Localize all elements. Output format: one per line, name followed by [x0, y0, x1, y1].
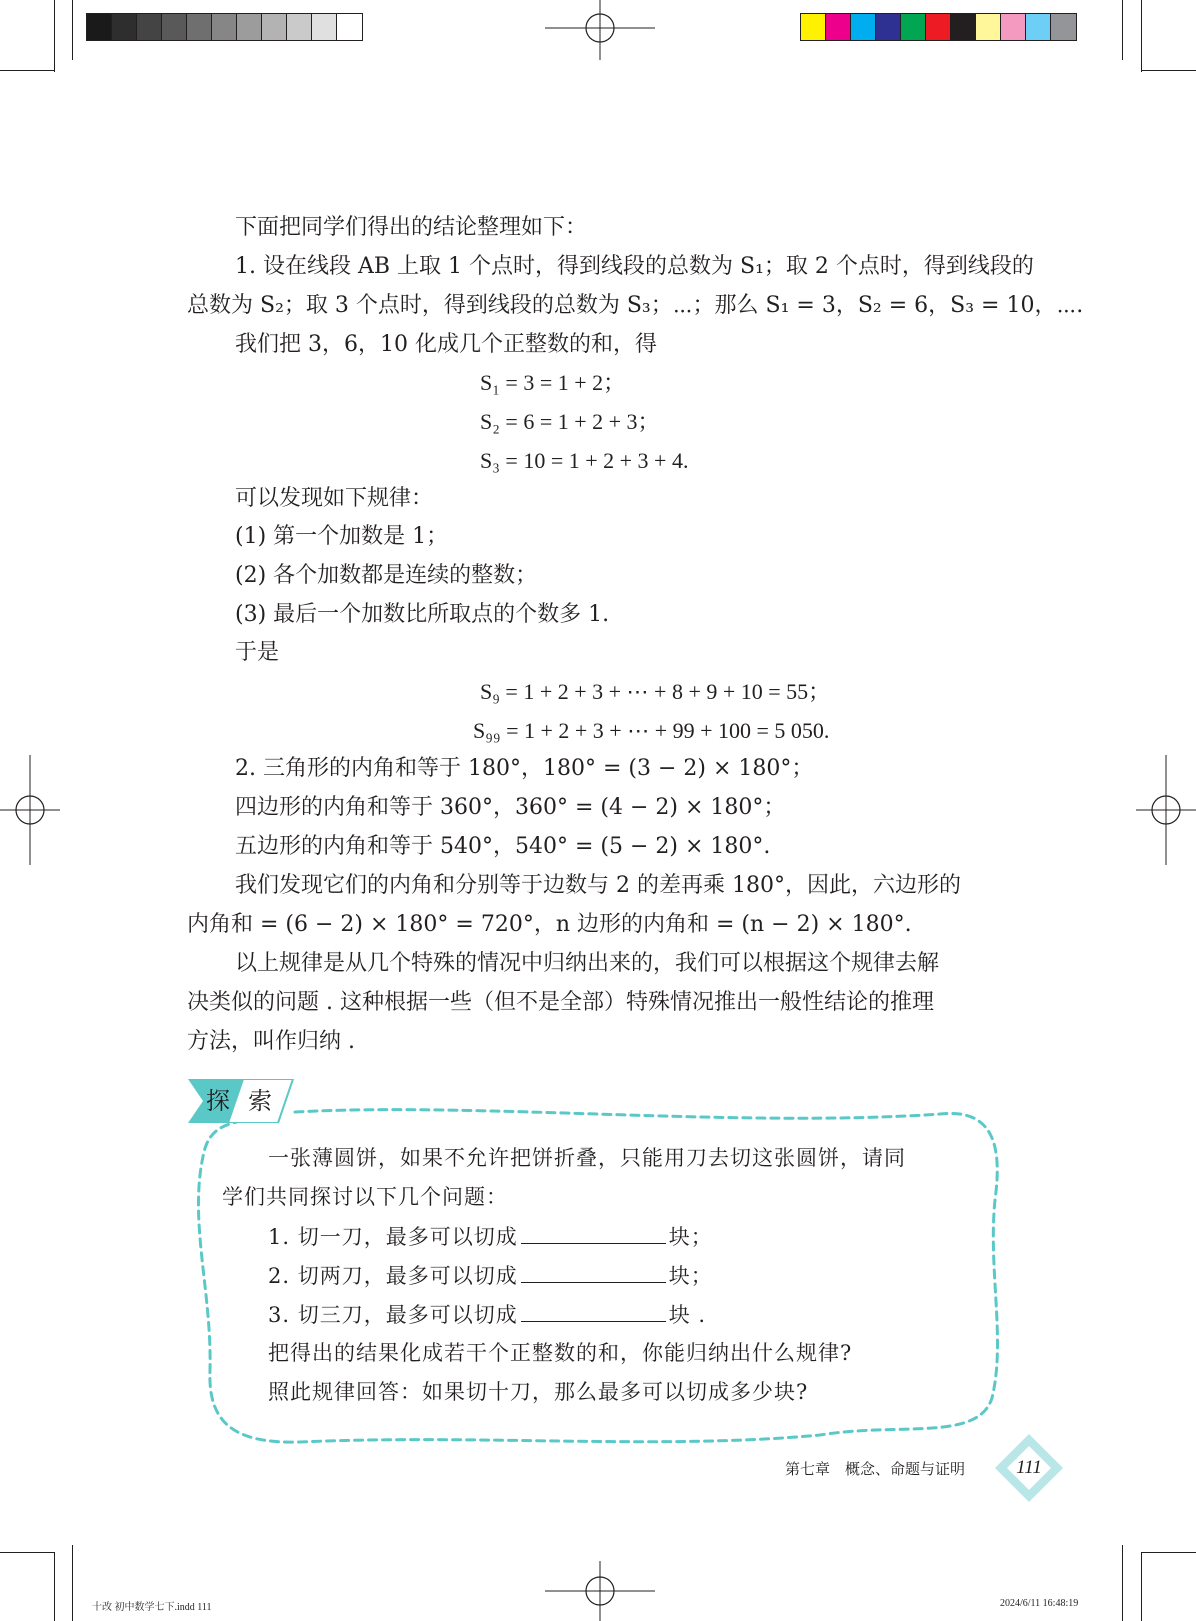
gray-swatch	[87, 14, 112, 40]
question-3-unit: 块 .	[668, 1303, 707, 1327]
color-swatch	[1026, 14, 1051, 40]
chapter-title: 第七章 概念、命题与证明	[785, 1460, 966, 1478]
rule-3: (3) 最后一个加数比所取点的个数多 1.	[235, 602, 610, 627]
cmyk-color-bar	[800, 13, 1077, 41]
therefore-line: 于是	[235, 640, 280, 665]
explore-tag-char-2: 索	[248, 1087, 272, 1115]
gray-swatch	[162, 14, 187, 40]
question-1-unit: 块；	[668, 1225, 713, 1249]
question-2-text: 2. 切两刀，最多可以切成	[268, 1264, 518, 1288]
color-swatch	[801, 14, 826, 40]
equation-s9: S₉ = 1 + 2 + 3 + ⋯ + 8 + 9 + 10 = 55；	[480, 679, 831, 704]
paragraph-2-line-4: 我们发现它们的内角和分别等于边数与 2 的差再乘 180°，因此，六边形的	[235, 873, 961, 898]
conclusion-line-2: 决类似的问题 . 这种根据一些（但不是全部）特殊情况推出一般性结论的推理	[187, 990, 934, 1015]
color-swatch	[851, 14, 876, 40]
color-swatch	[976, 14, 1001, 40]
file-name: 十改 初中数学七下.indd 111	[92, 1602, 212, 1613]
conclusion-line-3: 方法，叫作归纳 .	[187, 1029, 355, 1054]
explore-line-2: 学们共同探讨以下几个问题：	[222, 1185, 508, 1209]
conclusion-line-1: 以上规律是从几个特殊的情况中归纳出来的，我们可以根据这个规律去解	[235, 951, 940, 976]
explore-question-1	[268, 1221, 713, 1252]
intro-line: 下面把同学们得出的结论整理如下：	[235, 215, 588, 240]
equation-s2: S₂ = 6 = 1 + 2 + 3；	[480, 409, 660, 434]
color-swatch	[1051, 14, 1076, 40]
gray-swatch	[262, 14, 287, 40]
paragraph-2-line-1: 2. 三角形的内角和等于 180°，180° = (3 − 2) × 180°；	[235, 756, 814, 781]
gray-swatch	[287, 14, 312, 40]
gray-swatch	[137, 14, 162, 40]
explore-line-1: 一张薄圆饼，如果不允许把饼折叠，只能用刀去切这张圆饼，请同	[268, 1146, 906, 1170]
question-2-unit: 块；	[668, 1264, 713, 1288]
question-1-text: 1. 切一刀，最多可以切成	[268, 1225, 518, 1249]
paragraph-1-line-2: 总数为 S₂；取 3 个点时，得到线段的总数为 S₃；⋯；那么 S₁ = 3，S₂ = 6，S₃ = 10，⋯.	[187, 293, 1084, 318]
explore-question-2	[268, 1260, 713, 1291]
color-swatch	[876, 14, 901, 40]
gray-swatch	[112, 14, 137, 40]
explore-tag-shape	[188, 1079, 298, 1123]
gray-swatch	[187, 14, 212, 40]
color-swatch	[826, 14, 851, 40]
paragraph-2-line-2: 四边形的内角和等于 360°，360° = (4 − 2) × 180°；	[235, 795, 786, 820]
explore-tag-char-1: 探	[206, 1087, 230, 1115]
answer-blank-1[interactable]	[521, 1221, 666, 1244]
gray-swatch	[312, 14, 337, 40]
rule-1: (1) 第一个加数是 1；	[235, 524, 449, 549]
rule-intro: 可以发现如下规律：	[235, 486, 434, 511]
registration-mark-right	[1136, 755, 1196, 865]
explore-line-6: 把得出的结果化成若干个正整数的和，你能归纳出什么规律?	[268, 1341, 853, 1365]
answer-blank-3[interactable]	[521, 1299, 666, 1322]
equation-s99: S₉₉ = 1 + 2 + 3 + ⋯ + 99 + 100 = 5 050.	[473, 718, 830, 743]
answer-blank-2[interactable]	[521, 1260, 666, 1283]
paragraph-1-line-3: 我们把 3，6，10 化成几个正整数的和，得	[235, 332, 657, 357]
color-swatch	[926, 14, 951, 40]
explore-question-3	[268, 1299, 706, 1330]
registration-mark-top	[545, 0, 655, 60]
registration-mark-bottom	[545, 1561, 655, 1621]
gray-swatch	[212, 14, 237, 40]
registration-mark-left	[0, 755, 60, 865]
gray-color-bar	[86, 13, 363, 41]
color-swatch	[951, 14, 976, 40]
gray-swatch	[337, 14, 362, 40]
page-number: 111	[1016, 1457, 1042, 1478]
gray-swatch	[237, 14, 262, 40]
color-swatch	[901, 14, 926, 40]
question-3-text: 3. 切三刀，最多可以切成	[268, 1303, 518, 1327]
paragraph-2-line-3: 五边形的内角和等于 540°，540° = (5 − 2) × 180°.	[235, 834, 771, 859]
paragraph-1-line-1: 1. 设在线段 AB 上取 1 个点时，得到线段的总数为 S₁；取 2 个点时，得到线段的	[235, 254, 1034, 279]
equation-s3: S₃ = 10 = 1 + 2 + 3 + 4.	[480, 448, 689, 473]
equation-s1: S₁ = 3 = 1 + 2；	[480, 370, 626, 395]
explore-line-7: 照此规律回答：如果切十刀，那么最多可以切成多少块?	[268, 1380, 809, 1404]
paragraph-2-line-5: 内角和 = (6 − 2) × 180° = 720°，n 边形的内角和 = (n − 2) × 180°.	[187, 912, 912, 937]
print-timestamp: 2024/6/11 16:48:19	[1000, 1598, 1079, 1609]
color-swatch	[1001, 14, 1026, 40]
rule-2: (2) 各个加数都是连续的整数；	[235, 563, 538, 588]
